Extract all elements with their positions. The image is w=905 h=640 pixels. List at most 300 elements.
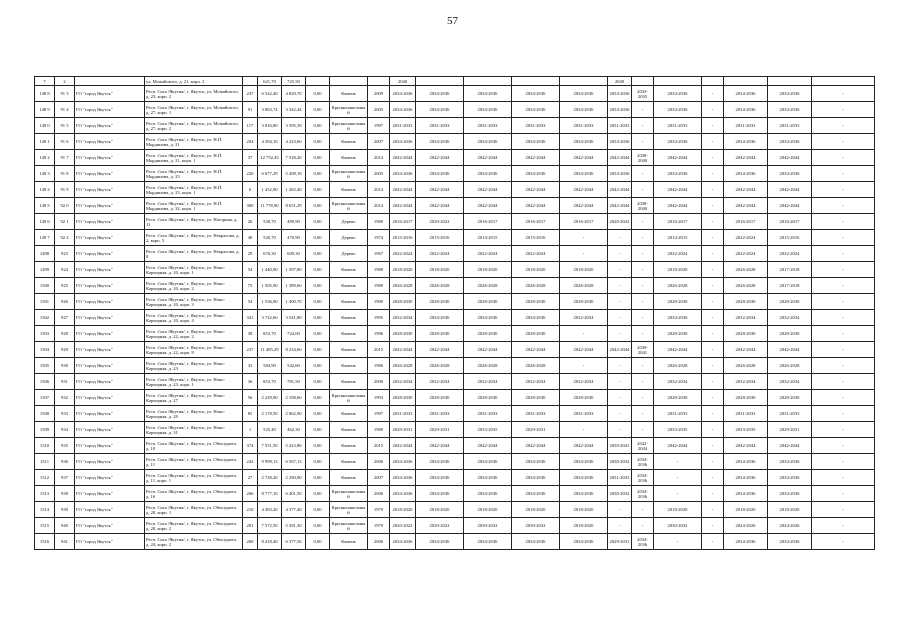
table-cell: Респ. Саха /Якутия/, г. Якутск, ул. Объездного, д. 20, корп. 2 [145, 518, 243, 534]
table-cell: 1 505,90 [258, 278, 282, 294]
table-cell: 2042-2044 [390, 342, 416, 358]
table-cell: 935 [55, 438, 75, 454]
table-cell: 2034-2036 [724, 470, 768, 486]
table-cell: 7 [35, 77, 55, 86]
table-cell: 2032-2034 [768, 374, 812, 390]
table-cell: 85 [243, 406, 258, 422]
housing-registry-table [34, 76, 875, 550]
table-cell: 2018-2020 [768, 502, 812, 518]
table-cell: 2034-2036 [390, 486, 416, 502]
table-cell: 1974 [368, 230, 390, 246]
table-cell: 2024-2026 [724, 518, 768, 534]
table-cell: 92 0 [55, 198, 75, 214]
table-cell: 2031-2033 [654, 406, 702, 422]
table-cell: - [632, 230, 654, 246]
table-cell: 91 5 [55, 118, 75, 134]
table-cell: 2028-2030 [724, 326, 768, 342]
table-cell: Дерево [330, 246, 368, 262]
table-cell: 2042-2044 [560, 150, 608, 166]
table-cell: 2007 [368, 134, 390, 150]
table-cell: 149 4 [35, 182, 55, 198]
table-cell: 1513 [35, 486, 55, 502]
table-cell: 1504 [35, 342, 55, 358]
table-cell: 2015-2016 [390, 230, 416, 246]
table-cell: - [812, 230, 875, 246]
table-cell: 2034-2036 [724, 102, 768, 118]
table-cell: 149 2 [35, 150, 55, 166]
table-cell: 2032-2034 [560, 374, 608, 390]
table-cell: - [632, 278, 654, 294]
table-cell: 6 [243, 182, 258, 198]
table-cell: 1506 [35, 374, 55, 390]
table-cell: Камень [330, 86, 368, 102]
table-cell: 2034-2036 [724, 134, 768, 150]
table-cell: 2028-2030 [416, 294, 464, 310]
table-cell: 149 5 [35, 198, 55, 214]
table-cell: 2034-2036 [390, 86, 416, 102]
table-cell: 2034-2036 [608, 86, 632, 102]
table-cell: 2042-2044 [512, 342, 560, 358]
table-cell [654, 77, 702, 86]
table-cell: 2026-2028 [464, 358, 512, 374]
table-cell: 2028-2030 [464, 390, 512, 406]
table-cell: 2042-2044 [560, 198, 608, 214]
table-cell: Крупнопанельный [330, 166, 368, 182]
table-row [35, 294, 875, 310]
table-cell: - [654, 470, 702, 486]
table-cell: 2020-2022 [608, 214, 632, 230]
table-cell: 3 541,80 [282, 310, 306, 326]
table-cell: 2009 [368, 86, 390, 102]
table-cell: 2029-2031 [390, 422, 416, 438]
table-cell: 1 [243, 422, 258, 438]
table-cell: - [702, 102, 724, 118]
table-cell: 0,00 [306, 422, 330, 438]
table-cell: 2031-2033 [724, 406, 768, 422]
table-row [35, 422, 875, 438]
table-cell: - [702, 278, 724, 294]
table-cell: - [608, 262, 632, 278]
table-cell: 2018-2020 [654, 262, 702, 278]
table-cell: 2031-2033 [512, 406, 560, 422]
table-cell: - [812, 438, 875, 454]
table-cell: 92 1 [55, 214, 75, 230]
table-cell: 0,00 [306, 470, 330, 486]
table-cell: 2031-2033 [768, 406, 812, 422]
table-cell: 2014 [368, 182, 390, 198]
table-cell: 0,00 [306, 374, 330, 390]
table-cell: - [702, 198, 724, 214]
table-cell: - [702, 246, 724, 262]
table-cell: 2020-2022 [416, 518, 464, 534]
table-cell [75, 77, 145, 86]
table-cell: 2034-2036 [724, 454, 768, 470]
table-cell: - [632, 310, 654, 326]
table-cell: 2022-2024 [768, 246, 812, 262]
table-cell: 2042-2044 [608, 182, 632, 198]
table-cell: - [702, 262, 724, 278]
table-cell: 1 536,00 [258, 294, 282, 310]
table-cell: Респ. Саха /Якутия/, г. Якутск, ул. Можайского, д. 23, корп. 2 [145, 86, 243, 102]
table-cell: 0,00 [306, 230, 330, 246]
table-cell: 2032-2034 [560, 310, 608, 326]
table-cell: ГО "город Якутск" [75, 502, 145, 518]
table-cell: 2 062,90 [282, 406, 306, 422]
table-cell: - [702, 470, 724, 486]
table-cell: 0,00 [306, 486, 330, 502]
table-cell: 148 8 [35, 86, 55, 102]
table-cell: Респ. Саха /Якутия/, г. Якутск, ул. Ново-Карьерная, д. 31 [145, 422, 243, 438]
table-cell: 4 493,20 [258, 502, 282, 518]
table-cell: 2006 [368, 534, 390, 550]
table-cell: 2034-2036 [560, 534, 608, 550]
table-cell: ГО "город Якутск" [75, 102, 145, 118]
table-cell: ГО "город Якутск" [75, 438, 145, 454]
table-cell: Крупнопанельный [330, 390, 368, 406]
table-cell: 0,00 [306, 86, 330, 102]
table-cell: 91 3 [55, 86, 75, 102]
table-cell: 0,00 [306, 358, 330, 374]
table-row [35, 374, 875, 390]
table-cell: 931 [55, 374, 75, 390]
table-cell: - [560, 422, 608, 438]
table-cell: 1997 [368, 406, 390, 422]
table-cell: 56 [243, 390, 258, 406]
table-cell: 2028-2030 [654, 390, 702, 406]
table-row [35, 470, 875, 486]
table-cell: - [632, 374, 654, 390]
table-cell: ГО "город Якутск" [75, 342, 145, 358]
table-cell: 268 [243, 534, 258, 550]
table-cell: - [632, 102, 654, 118]
table-cell: 2033-2035 [724, 422, 768, 438]
table-cell: 2034-2036 [608, 102, 632, 118]
table-cell: - [632, 406, 654, 422]
table-cell: 2032-2034 [654, 374, 702, 390]
table-cell: 2034-2036 [390, 134, 416, 150]
table-cell: 2018-2020 [390, 262, 416, 278]
table-cell: - [812, 390, 875, 406]
table-cell: Камень [330, 358, 368, 374]
table-cell: 149 0 [35, 118, 55, 134]
table-cell: Респ. Саха /Якутия/, г. Якутск, ул. Ново-Карьерная, д. 20, корп. 4 [145, 310, 243, 326]
table-cell: 0,00 [306, 118, 330, 134]
table-row [35, 502, 875, 518]
table-cell: - [702, 438, 724, 454]
table-cell: 2034-2036 [560, 486, 608, 502]
table-cell: 2042-2044 [768, 342, 812, 358]
table-cell: 2034-2036 [464, 166, 512, 182]
table-cell: 2042-2044 [464, 438, 512, 454]
table-cell: Респ. Саха /Якутия/, г. Якутск, ул. Н.П. Мординова, д. 23, корп. 1 [145, 182, 243, 198]
table-cell: 1997 [368, 118, 390, 134]
table-cell: 2018-2020 [416, 262, 464, 278]
table-cell: 584,90 [258, 358, 282, 374]
table-cell: 0,00 [306, 262, 330, 278]
table-cell: - [812, 166, 875, 182]
table-cell: 1512 [35, 470, 55, 486]
table-cell: Респ. Саха /Якутия/, г. Якутск, ул. Можайского, д. 27, корп. 2 [145, 118, 243, 134]
table-cell: Респ. Саха /Якутия/, г. Якутск, ул. Н.П. Мординова, д. 21 [145, 134, 243, 150]
table-cell: 2018-2020 [416, 502, 464, 518]
table-cell: 2042-2044 [464, 150, 512, 166]
table-cell: - [632, 214, 654, 230]
table-cell: 2034-2036 [632, 454, 654, 470]
table-cell: 1988 [368, 262, 390, 278]
table-cell [330, 77, 368, 86]
table-cell: - [632, 518, 654, 534]
table-cell: 2042-2044 [512, 198, 560, 214]
table-cell: - [632, 358, 654, 374]
table-cell: 1507 [35, 390, 55, 406]
table-cell [560, 77, 608, 86]
table-cell: 2042-2044 [416, 438, 464, 454]
table-cell: 2029-2031 [768, 422, 812, 438]
table-cell: 2031-2033 [768, 118, 812, 134]
table-cell: 11 778,90 [258, 198, 282, 214]
table-cell: 2042-2044 [512, 438, 560, 454]
table-cell: 2034-2036 [464, 454, 512, 470]
table-cell: 2026-2028 [724, 358, 768, 374]
table-cell: 520,70 [258, 230, 282, 246]
table-cell: 2042-2044 [560, 438, 608, 454]
table-cell: - [608, 358, 632, 374]
table-cell: 2034-2036 [632, 486, 654, 502]
table-row [35, 134, 875, 150]
table-cell: 2028-2030 [390, 326, 416, 342]
table-row [35, 118, 875, 134]
table-cell [512, 77, 560, 86]
table-cell: 2026-2028 [464, 278, 512, 294]
table-cell: 2042-2044 [632, 438, 654, 454]
table-cell: - [702, 182, 724, 198]
table-cell: 2028-2030 [416, 326, 464, 342]
table-cell: 0,00 [306, 102, 330, 118]
table-cell: 937 [55, 470, 75, 486]
table-cell: 6 542,40 [258, 86, 282, 102]
table-row [35, 77, 875, 86]
table-cell: 2031-2033 [390, 118, 416, 134]
table-row [35, 150, 875, 166]
table-row [35, 230, 875, 246]
table-cell: 925 [55, 278, 75, 294]
table-cell: - [608, 246, 632, 262]
table-cell: 2039-2041 [632, 342, 654, 358]
table-cell: 2028-2030 [654, 326, 702, 342]
table-row [35, 246, 875, 262]
table-cell: Респ. Саха /Якутия/, г. Якутск, ул. Объездного, д. 16 [145, 486, 243, 502]
table-cell: Респ. Саха /Якутия/, г. Якутск, ул. Объездного, д. 20, корп. 1 [145, 502, 243, 518]
table-cell: 2007 [368, 470, 390, 486]
table-cell: 2034-2036 [560, 102, 608, 118]
table-cell: 2022-2024 [724, 230, 768, 246]
table-cell: 1516 [35, 534, 55, 550]
table-cell: 929 [55, 342, 75, 358]
table-cell: - [702, 294, 724, 310]
table-cell: Респ. Саха /Якутия/, г. Якутск, ул. Некрасова, д. 2, корп. 5 [145, 230, 243, 246]
table-cell: 2034-2036 [768, 454, 812, 470]
table-cell: 6 377,56 [282, 534, 306, 550]
table-cell: 1499 [35, 262, 55, 278]
table-cell: Респ. Саха /Якутия/, г. Якутск, ул. Ново-Карьерная, д. 20, корп. 3 [145, 294, 243, 310]
table-cell: 1514 [35, 502, 55, 518]
table-cell: 2033-2035 [654, 422, 702, 438]
table-cell: 1980 [368, 214, 390, 230]
table-cell: - [702, 486, 724, 502]
table-cell: 1515 [35, 518, 55, 534]
table-cell: 1989 [368, 422, 390, 438]
table-cell [368, 77, 390, 86]
table-cell: Камень [330, 406, 368, 422]
table-cell: 2018-2020 [560, 502, 608, 518]
table-row [35, 102, 875, 118]
table-row [35, 534, 875, 550]
table-cell: 1986 [368, 358, 390, 374]
table-cell: Респ. Саха /Якутия/, г. Якутск, ул. Нагорная, д. 11 [145, 214, 243, 230]
table-row [35, 86, 875, 102]
table-cell: 2034-2036 [512, 454, 560, 470]
table-cell: 2028-2030 [768, 390, 812, 406]
table-cell: 2030-2032 [608, 486, 632, 502]
table-cell: 2017-2018 [768, 278, 812, 294]
table-cell: - [702, 86, 724, 102]
table-cell: 0,00 [306, 310, 330, 326]
table-cell: 2042-2044 [416, 342, 464, 358]
table-cell: 2032-2034 [724, 310, 768, 326]
table-cell: - [608, 294, 632, 310]
table-cell: ГО "город Якутск" [75, 150, 145, 166]
table-cell: Респ. Саха /Якутия/, г. Якутск, ул. Ново-Карьерная, д. 20, корп. 2 [145, 278, 243, 294]
table-cell: 3 863,74 [258, 102, 282, 118]
table-cell: Крупнопанельный [330, 518, 368, 534]
table-cell: Крупнопанельный [330, 486, 368, 502]
table-cell: 40 [243, 230, 258, 246]
table-cell: 2022-2024 [654, 246, 702, 262]
table-cell: 341 [243, 310, 258, 326]
table-cell: 2018-2020 [390, 502, 416, 518]
table-cell: ГО "город Якутск" [75, 358, 145, 374]
table-cell: 2028-2030 [390, 390, 416, 406]
table-cell: 2020-2022 [416, 214, 464, 230]
table-cell: 2034-2036 [464, 102, 512, 118]
table-cell: - [812, 214, 875, 230]
table-cell: 2034-2036 [654, 166, 702, 182]
table-cell: Респ. Саха /Якутия/, г. Якутск, ул. Ново-Карьерная, д. 22, корп. 9 [145, 342, 243, 358]
table-cell: - [812, 134, 875, 150]
table-cell: 2034-2036 [768, 534, 812, 550]
table-cell: 2018-2020 [560, 262, 608, 278]
table-cell: 2034-2036 [768, 134, 812, 150]
table-cell: - [812, 470, 875, 486]
table-cell: Респ. Саха /Якутия/, г. Якутск, ул. Ново-Карьерная, д. 29 [145, 406, 243, 422]
table-cell: 1 397,80 [282, 262, 306, 278]
table-cell: ГО "город Якутск" [75, 166, 145, 182]
table-cell: 2016-2017 [390, 214, 416, 230]
table-cell: 7 528,20 [282, 150, 306, 166]
table-cell: 5 391,30 [282, 518, 306, 534]
table-cell: 2028-2030 [464, 294, 512, 310]
table-cell: 2034-2036 [464, 486, 512, 502]
table-cell: 2026-2028 [512, 358, 560, 374]
table-cell: 2026-2028 [390, 358, 416, 374]
table-cell: 939 [55, 502, 75, 518]
table-cell: 1 440,00 [258, 262, 282, 278]
table-row [35, 310, 875, 326]
table-cell: 499,90 [282, 214, 306, 230]
table-cell: Респ. Саха /Якутия/, г. Якутск, ул. Н.П. Мординова, д. 21, корп. 1 [145, 150, 243, 166]
table-cell: 927 [55, 310, 75, 326]
table-cell: 0,00 [306, 278, 330, 294]
table-cell: - [702, 214, 724, 230]
table-cell: 3 722,60 [258, 310, 282, 326]
table-cell: 1508 [35, 406, 55, 422]
table-cell: 2034-2036 [560, 166, 608, 182]
table-cell: - [632, 262, 654, 278]
table-cell: 470,90 [282, 230, 306, 246]
table-cell: Камень [330, 438, 368, 454]
table-cell [768, 77, 812, 86]
table-cell: 281 [243, 518, 258, 534]
table-cell: 0,00 [306, 518, 330, 534]
table-cell: ГО "город Якутск" [75, 374, 145, 390]
table-cell: Респ. Саха /Якутия/, г. Якутск, ул. Некрасова, д. 8 [145, 246, 243, 262]
table-cell: - [702, 326, 724, 342]
table-cell: 2 229,00 [258, 390, 282, 406]
table-row [35, 390, 875, 406]
table-cell: Дерево [330, 214, 368, 230]
table-cell: 2026-2028 [724, 278, 768, 294]
table-cell: 8 234,60 [282, 342, 306, 358]
table-cell: 2034-2036 [768, 166, 812, 182]
table-cell: 1501 [35, 294, 55, 310]
table-cell: 4 829,70 [282, 86, 306, 102]
table-cell: 2034-2036 [768, 486, 812, 502]
table-cell: - [702, 406, 724, 422]
table-cell [306, 77, 330, 86]
table-cell: 0,00 [306, 342, 330, 358]
table-cell: 2038-2040 [632, 198, 654, 214]
table-cell: Респ. Саха /Якутия/, г. Якутск, ул. Ново-Карьерная, д. 20, корп. 1 [145, 262, 243, 278]
table-cell: 926 [55, 294, 75, 310]
table-cell: 923 [55, 246, 75, 262]
table-cell: ГО "город Якутск" [75, 454, 145, 470]
table-cell: - [608, 278, 632, 294]
table-cell: - [812, 278, 875, 294]
table-cell: 2028-2030 [416, 390, 464, 406]
table-cell: 2034-2036 [512, 86, 560, 102]
table-cell: 2034-2036 [416, 310, 464, 326]
table-cell: 149 6 [35, 214, 55, 230]
table-cell: Камень [330, 182, 368, 198]
table-cell: - [560, 358, 608, 374]
table-cell: 936 [55, 454, 75, 470]
table-row [35, 166, 875, 182]
table-cell: 2034-2036 [512, 166, 560, 182]
table-cell: 91 [243, 102, 258, 118]
table-cell: - [632, 326, 654, 342]
table-cell: 266 [243, 486, 258, 502]
table-cell: - [812, 102, 875, 118]
table-cell: 2034-2036 [416, 102, 464, 118]
table-cell: 2033-2035 [632, 86, 654, 102]
table-cell: 8 651,29 [282, 198, 306, 214]
table-cell: 621,70 [258, 77, 282, 86]
table-cell: 2018-2020 [464, 262, 512, 278]
table-cell: 2034-2036 [464, 534, 512, 550]
table-cell: 2042-2044 [416, 198, 464, 214]
table-cell: 2042-2044 [390, 438, 416, 454]
table-cell: 7 551,50 [258, 438, 282, 454]
